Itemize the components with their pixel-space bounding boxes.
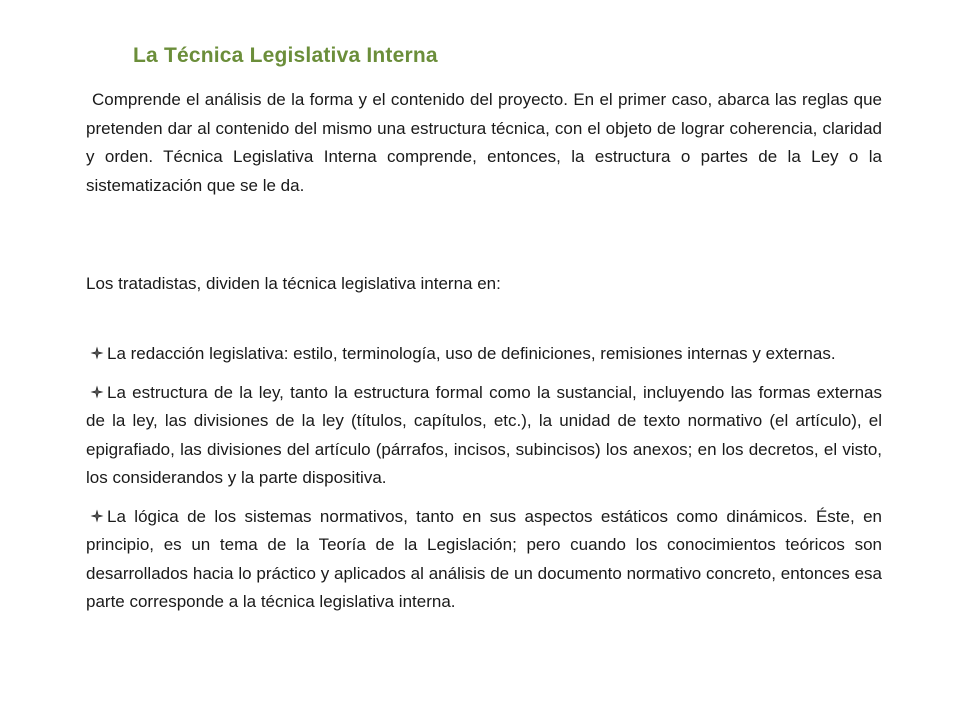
diamond-bullet-icon [90,509,104,523]
lead-paragraph: Los tratadistas, dividen la técnica legislativa interna en: [86,274,501,293]
bullet-item [86,503,882,617]
bullet-text: La redacción legislativa: estilo, terminología, uso de definiciones, remisiones internas y externas. [107,344,836,363]
bullet-text: La lógica de los sistemas normativos, tanto en sus aspectos estáticos como dinámicos. Éste, en principio, es un tema de la Teoría de la Legislación; pero cuando los conocimientos teóricos son desarrollados hacia lo práctico y aplicados al análisis de un documento normativo concreto, entonces esa parte corresponde a la técnica legislativa interna. [86,506,882,611]
bullet-list [86,340,882,627]
slide-title: La Técnica Legislativa Interna [133,44,438,67]
diamond-bullet-icon [90,385,104,399]
intro-paragraph: Comprende el análisis de la forma y el contenido del proyecto. En el primer caso, abarca las reglas que pretenden dar al contenido del mismo una estructura técnica, con el objeto de lograr coherencia, claridad y orden. Técnica Legislativa Interna comprende, entonces, la estructura o partes de la Ley o la sistematización que se le da. [86,90,882,195]
diamond-bullet-icon [90,346,104,360]
bullet-item [86,379,882,493]
bullet-text: La estructura de la ley, tanto la estructura formal como la sustancial, incluyendo las formas externas de la ley, las divisiones de la ley (títulos, capítulos, etc.), la unidad de texto normativo (el artículo), el epigrafiado, las divisiones del artículo (párrafos, incisos, subincisos) los anexos; en los decretos, el visto, los considerandos y la parte dispositiva. [86,382,882,487]
bullet-item [86,340,882,369]
